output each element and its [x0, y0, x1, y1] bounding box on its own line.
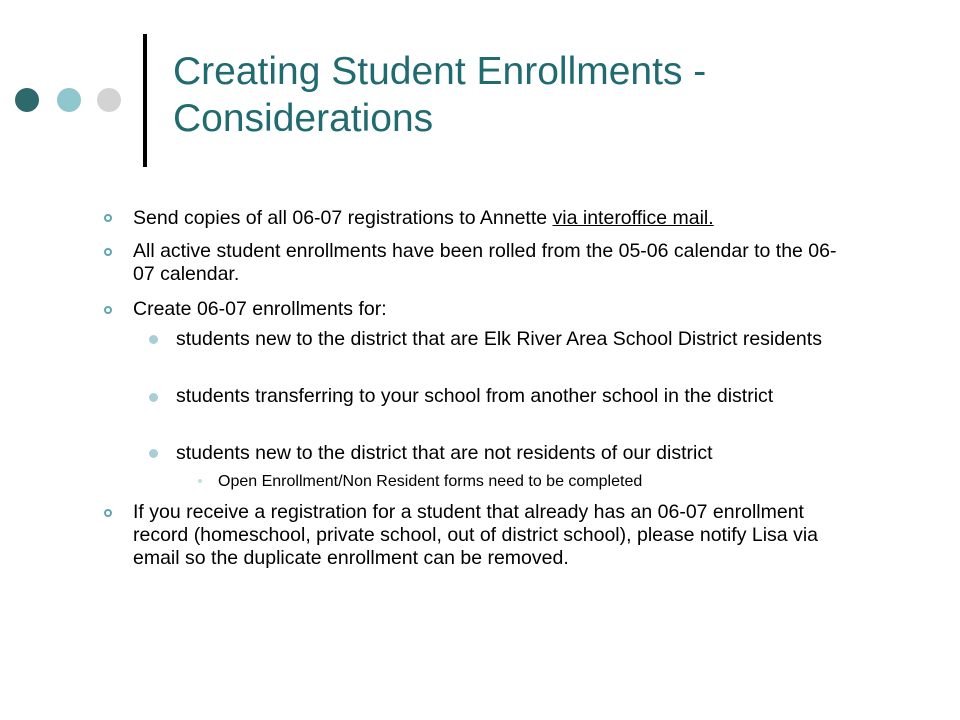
bullet-item — [133, 501, 853, 570]
sub-sub-bullet-text: Open Enrollment/Non Resident forms need to be completed — [218, 473, 643, 490]
interoffice-mail-text: via interoffice mail. — [552, 207, 714, 229]
ring-bullet-icon — [104, 214, 112, 222]
ring-bullet-icon — [104, 306, 112, 314]
bullet-item — [133, 298, 853, 321]
small-bullet-icon — [198, 479, 202, 483]
sub-bullet-item — [176, 328, 876, 351]
bullet-item — [133, 240, 853, 286]
ring-bullet-icon — [104, 509, 112, 517]
bullet-text: Create 06-07 enrollments for: — [133, 298, 387, 320]
bullet-text: Send copies of all 06-07 registrations to Annette — [133, 207, 553, 229]
bullet-text: All active student enrollments have been rolled from the 05-06 calendar to the 06-07 calendar. — [133, 240, 837, 285]
sub-bullet-item — [176, 385, 876, 408]
disc-bullet-icon — [149, 393, 158, 402]
sub-bullet-text: students transferring to your school from another school in the district — [176, 385, 774, 407]
sub-bullet-text: students new to the district that are not residents of our district — [176, 442, 713, 464]
slide-title: Creating Student Enrollments - Considerations — [173, 50, 707, 140]
sub-bullet-item — [176, 442, 876, 465]
bullet-text: If you receive a registration for a student that already has an 06-07 enrollment record (homeschool, private school, out of district school), please notify Lisa via email so the duplicate enrollment can be removed. — [133, 501, 818, 569]
sub-sub-bullet-item — [218, 472, 878, 492]
bullet-item — [133, 207, 853, 230]
disc-bullet-icon — [149, 335, 158, 344]
sub-bullet-text: students new to the district that are Elk River Area School District residents — [176, 328, 822, 350]
ring-bullet-icon — [104, 248, 112, 256]
disc-bullet-icon — [149, 449, 158, 458]
